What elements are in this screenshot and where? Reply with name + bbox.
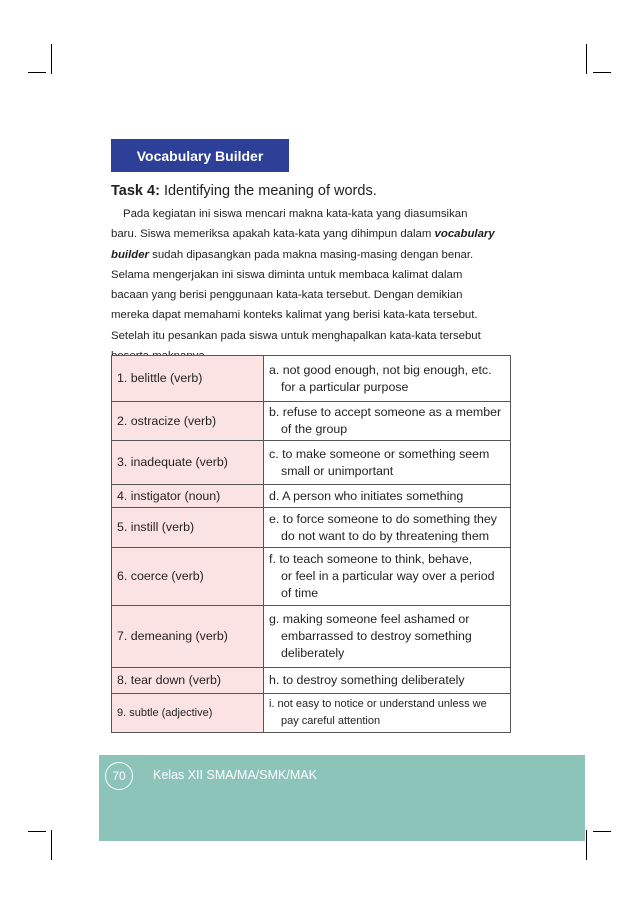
- vocab-term: 5. instill (verb): [112, 508, 264, 548]
- vocab-term: 3. inadequate (verb): [112, 441, 264, 485]
- vocab-term: 9. subtle (adjective): [112, 694, 264, 733]
- para-line-7: Setelah itu pesankan pada siswa untuk menghapalkan kata-kata tersebut: [111, 329, 481, 342]
- definition-continuation: do not want to do by threatening them: [281, 528, 490, 543]
- vocab-term: 7. demeaning (verb): [112, 606, 264, 668]
- table-row: [112, 508, 511, 548]
- definition-continuation: pay careful attention: [281, 715, 381, 727]
- table-row: [112, 548, 511, 606]
- definition-continuation: small or unimportant: [281, 463, 394, 478]
- instruction-paragraph: [111, 204, 509, 366]
- vocab-definition: [264, 356, 511, 402]
- table-row: [112, 694, 511, 733]
- definition-line: i. not easy to notice or understand unless we: [269, 698, 487, 710]
- definition-line: f. to teach someone to think, behave,: [269, 552, 473, 566]
- definition-line: a. not good enough, not big enough, etc.: [269, 362, 492, 377]
- para-line-3: builder sudah dipasangkan pada makna masing-masing dengan benar.: [111, 248, 474, 261]
- table-row: [112, 441, 511, 485]
- table-row: [112, 606, 511, 668]
- definition-line: d. A person who initiates something: [269, 488, 464, 503]
- section-title: Vocabulary Builder: [111, 139, 289, 172]
- vocab-definition: [264, 441, 511, 485]
- vocab-definition: [264, 668, 511, 694]
- task-title: Identifying the meaning of words.: [163, 183, 377, 199]
- vocab-term: 8. tear down (verb): [112, 668, 264, 694]
- vocab-definition: [264, 548, 511, 606]
- table-row: [112, 356, 511, 402]
- para-line-5: bacaan yang berisi penggunaan kata-kata tersebut. Dengan demikian: [111, 289, 463, 302]
- footer-text: Kelas XII SMA/MA/SMK/MAK: [153, 768, 317, 782]
- vocab-definition: [264, 694, 511, 733]
- definition-line: h. to destroy something deliberately: [269, 673, 465, 687]
- crop-mark-tr-v: [586, 44, 587, 74]
- vocab-definition: [264, 485, 511, 508]
- vocab-definition: [264, 606, 511, 668]
- para-line-6: mereka dapat memahami konteks kalimat yang berisi kata-kata tersebut.: [111, 309, 478, 322]
- vocab-definition: [264, 402, 511, 441]
- table-row: [112, 402, 511, 441]
- crop-mark-tl-h: [28, 72, 46, 73]
- definition-line: c. to make someone or something seem: [269, 446, 490, 461]
- para-line-2: baru. Siswa memeriksa apakah kata-kata yang dihimpun dalam vocabulary: [111, 228, 495, 241]
- vocab-term: 6. coerce (verb): [112, 548, 264, 606]
- vocabulary-table: [111, 355, 511, 733]
- crop-mark-tr-h: [593, 72, 611, 73]
- definition-line: b. refuse to accept someone as a member: [269, 405, 502, 419]
- definition-continuation: deliberately: [281, 646, 345, 660]
- crop-mark-bl-h: [28, 831, 46, 832]
- definition-line: e. to force someone to do something they: [269, 511, 497, 526]
- para-line-1: Pada kegiatan ini siswa mencari makna kata-kata yang diasumsikan: [123, 208, 468, 220]
- definition-continuation: of time: [281, 586, 319, 600]
- task-heading: [111, 183, 377, 199]
- crop-mark-br-h: [593, 831, 611, 832]
- table-row: [112, 485, 511, 508]
- vocab-term: 4. instigator (noun): [112, 485, 264, 508]
- vocab-definition: [264, 508, 511, 548]
- definition-line: g. making someone feel ashamed or: [269, 612, 470, 626]
- crop-mark-bl-v: [51, 830, 52, 860]
- vocab-term: 1. belittle (verb): [112, 356, 264, 402]
- para-line-4: Selama mengerjakan ini siswa diminta untuk membaca kalimat dalam: [111, 268, 463, 281]
- vocab-term: 2. ostracize (verb): [112, 402, 264, 441]
- definition-continuation: or feel in a particular way over a period: [281, 569, 495, 583]
- task-label: Task 4:: [111, 183, 160, 199]
- crop-mark-br-v: [586, 830, 587, 860]
- crop-mark-tl-v: [51, 44, 52, 74]
- page-number: 70: [105, 762, 133, 790]
- table-row: [112, 668, 511, 694]
- definition-continuation: embarrassed to destroy something: [281, 629, 472, 643]
- definition-continuation: of the group: [281, 422, 348, 436]
- definition-continuation: for a particular purpose: [281, 379, 409, 394]
